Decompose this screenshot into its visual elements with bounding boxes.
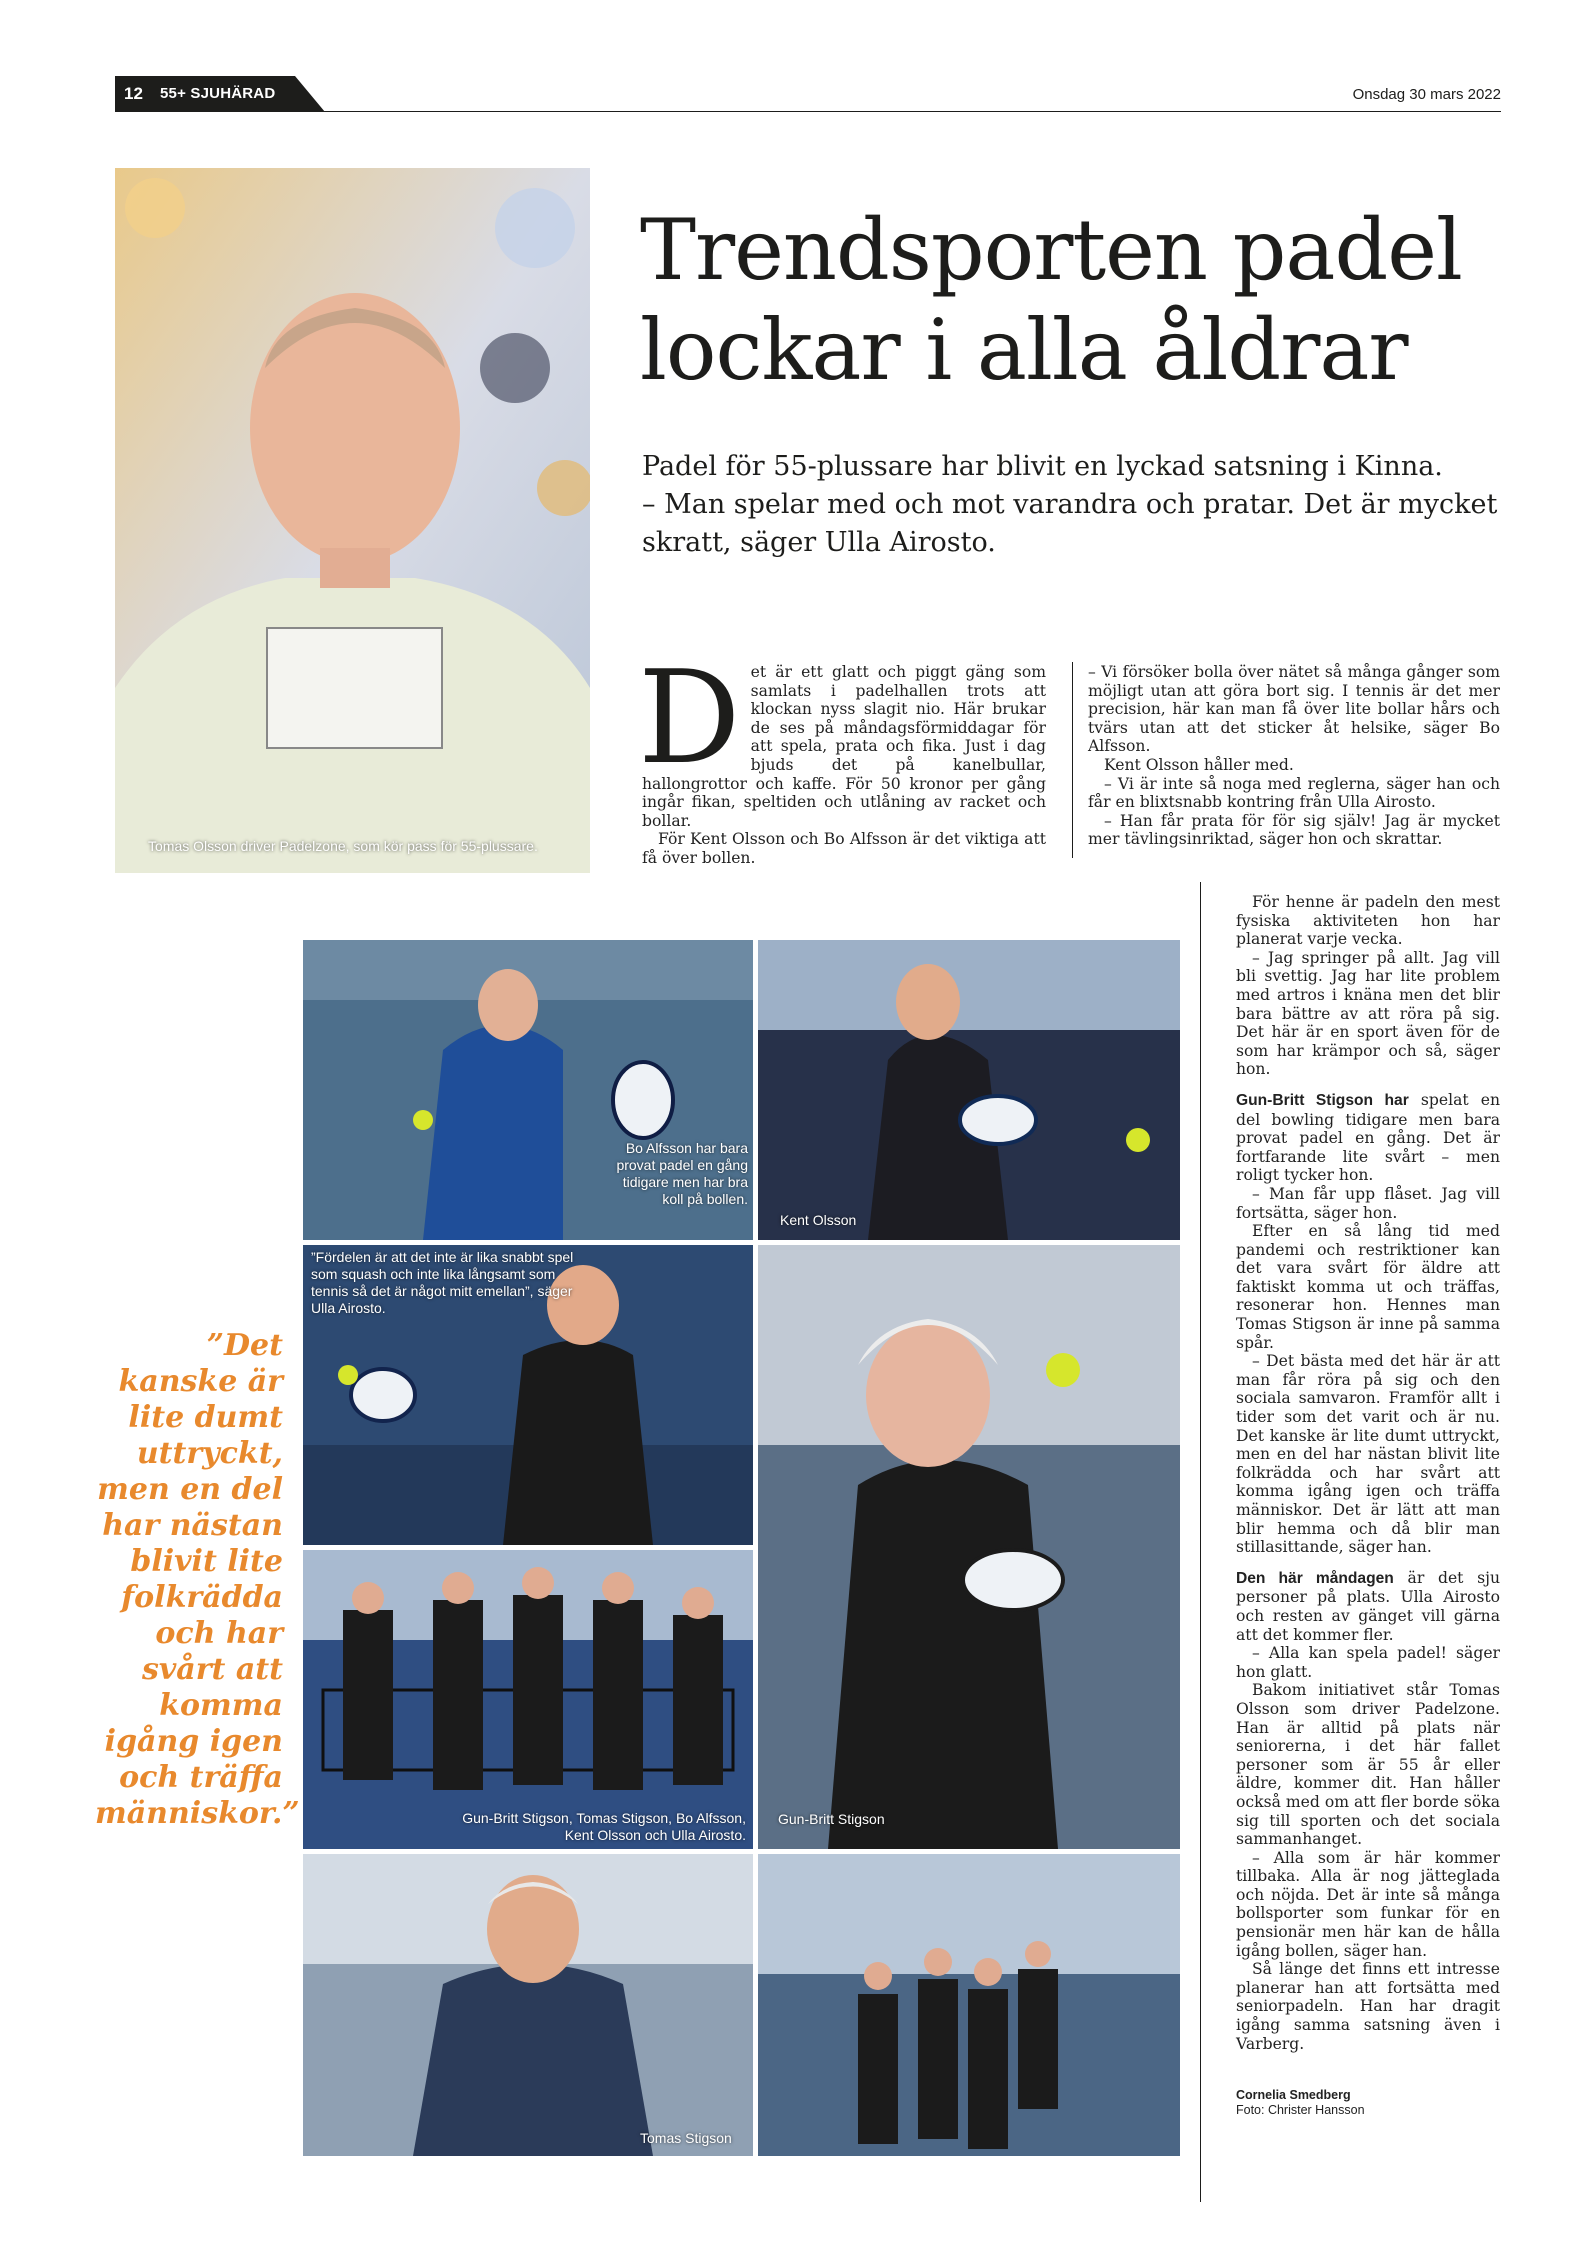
- publication-date: Onsdag 30 mars 2022: [1352, 86, 1501, 103]
- section-name: 55+ SJUHÄRAD: [160, 85, 276, 102]
- body-paragraph: – Jag springer på allt. Jag vill bli svettig. Jag har lite problem med artros i knäna men det blir bara bättre av att röra på sig. Det här är en sport även för de som har krämpor och så, säger hon.: [1236, 948, 1500, 1079]
- body-column-3: [1236, 893, 1500, 2053]
- body-paragraph: [1236, 1569, 1500, 1644]
- byline-photographer: Foto: Christer Hansson: [1236, 2103, 1365, 2117]
- body-column-2: [1088, 663, 1500, 849]
- caption-bo-alfsson: Bo Alfsson har bara provat padel en gång tidigare men har bra koll på bollen.: [616, 1140, 748, 1207]
- subhead: Den här måndagen: [1236, 1569, 1394, 1587]
- body-paragraph: Kent Olsson håller med.: [1104, 755, 1294, 774]
- caption-gunbritt-stigson: Gun-Britt Stigson: [778, 1811, 885, 1827]
- byline-author: Cornelia Smedberg: [1236, 2088, 1351, 2102]
- column-rule: [1072, 662, 1073, 858]
- photo-tomas-stigson: [303, 1854, 753, 2156]
- body-column-1: [638, 644, 1046, 868]
- column-rule: [1200, 882, 1201, 2202]
- body-paragraph: – Man får upp flåset. Jag vill fortsätta, säger hon.: [1236, 1184, 1500, 1222]
- subhead: Gun-Britt Stigson har: [1236, 1091, 1409, 1109]
- caption-tomas-stigson: Tomas Stigson: [640, 2130, 732, 2146]
- body-paragraph: [1236, 1091, 1500, 1185]
- caption-kent-olsson: Kent Olsson: [780, 1212, 857, 1228]
- body-paragraph: För Kent Olsson och Bo Alfsson är det viktiga att få över bollen.: [642, 830, 1046, 867]
- body-paragraph: Så länge det finns ett intresse planerar han att fortsätta med seniorpadeln. Han har dragit igång samma satsning även i Varberg.: [1236, 1960, 1500, 2053]
- caption-tomas-olsson: Tomas Olsson driver Padelzone, som kör pass för 55-plussare.: [148, 838, 538, 854]
- photo-group-walking: [758, 1854, 1180, 2156]
- photo-tomas-olsson: [115, 168, 590, 873]
- body-paragraph: – Alla kan spela padel! säger hon glatt.: [1236, 1644, 1500, 1681]
- body-paragraph: För henne är padeln den mest fysiska aktiviteten hon har planerat varje vecka.: [1236, 893, 1500, 949]
- body-text: är det sju personer på plats. Ulla Airosto och resten av gänget vill gärna att det kommer fler.: [1236, 1568, 1501, 1644]
- body-paragraph: – Det bästa med det här är att man får röra på sig och den sociala samvaron. Framför allt i tider som det varit och är nu. Det kanske är lite dumt uttryckt, men en del har nästan blivit lite folkrädda och har svårt att komma igång igen och träffa människor. Det är lätt att man blir hemma och då blir man stillasittande, säger han.: [1236, 1352, 1500, 1557]
- body-text: spelat en del bowling tidigare men bara provat padel en gång. Det är fortfarande lite svårt – men roligt tycker hon.: [1236, 1090, 1501, 1185]
- pull-quote: ”Det kanske är lite dumt uttryckt, men en del har nästan blivit lite folkrädda och har svårt att komma igång igen och träffa människor.”: [95, 1328, 300, 1831]
- photo-kent-olsson: [758, 940, 1180, 1240]
- caption-group: Gun-Britt Stigson, Tomas Stigson, Bo Alfsson, Kent Olsson och Ulla Airosto.: [462, 1810, 746, 1843]
- lede: [642, 448, 1502, 562]
- dropcap: D: [638, 644, 741, 793]
- page-number: 12: [124, 84, 143, 103]
- body-paragraph: Efter en så lång tid med pandemi och restriktioner kan det vara svårt för äldre att faktiskt komma ut och träffas, resonerar hon. Hennes man Tomas Stigson är inne på samma spår.: [1236, 1222, 1500, 1352]
- body-paragraph: – Han får prata för för sig själv! Jag är mycket mer tävlingsinriktad, säger hon och skrattar.: [1088, 811, 1500, 849]
- header-rule: [115, 111, 1501, 112]
- body-paragraph: Bakom initiativet står Tomas Olsson som driver Padelzone. Han är alltid på plats när seniorerna, i det här fallet personer som är 55 år eller äldre, kommer dit. Han håller också med om att fler borde söka sig till sporten och det sociala sammanhanget.: [1236, 1681, 1500, 1849]
- headline: Trendsporten padel lockar i alla åldrar: [640, 201, 1462, 399]
- body-paragraph: – Vi försöker bolla över nätet så många gånger som möjligt utan att göra bort sig. I tennis är det mer precision, här kan man få över lite bollar hårs och tvärs utan att det sticker åt helsike, säger Bo Alfsson.: [1088, 663, 1500, 756]
- byline: [1236, 2088, 1365, 2118]
- body-paragraph: – Alla som är här kommer tillbaka. Alla är nog jätteglada och nöjda. Det är inte så många bollsporter som funkar för en pensionär men här kan de hålla igång bollen, säger han.: [1236, 1848, 1500, 1960]
- body-paragraph: et är ett glatt och piggt gäng som samlats i padelhallen trots att klockan nyss slagit nio. Här brukar de ses på måndagsförmiddagar för att spela, prata och fika. Just i dag bjuds det på kanelbullar, hallongrottor och kaffe. För 50 kronor per gång ingår fikan, speltiden och utlåning av racket och bollar.: [642, 663, 1046, 830]
- body-paragraph: – Vi är inte så noga med reglerna, säger han och får en blixtsnabb kontring från Ulla Airosto.: [1088, 774, 1500, 812]
- caption-ulla-airosto: ”Fördelen är att det inte är lika snabbt spel som squash och inte lika långsamt som tennis så det är något mitt emellan”, säger Ulla Airosto.: [311, 1249, 574, 1316]
- photo-group: [303, 1550, 753, 1849]
- lede-text: Padel för 55-plussare har blivit en lyckad satsning i Kinna. – Man spelar med och mot varandra och pratar. Det är mycket skratt, säger Ulla Airosto.: [642, 451, 1498, 558]
- photo-gunbritt-stigson: [758, 1245, 1180, 1849]
